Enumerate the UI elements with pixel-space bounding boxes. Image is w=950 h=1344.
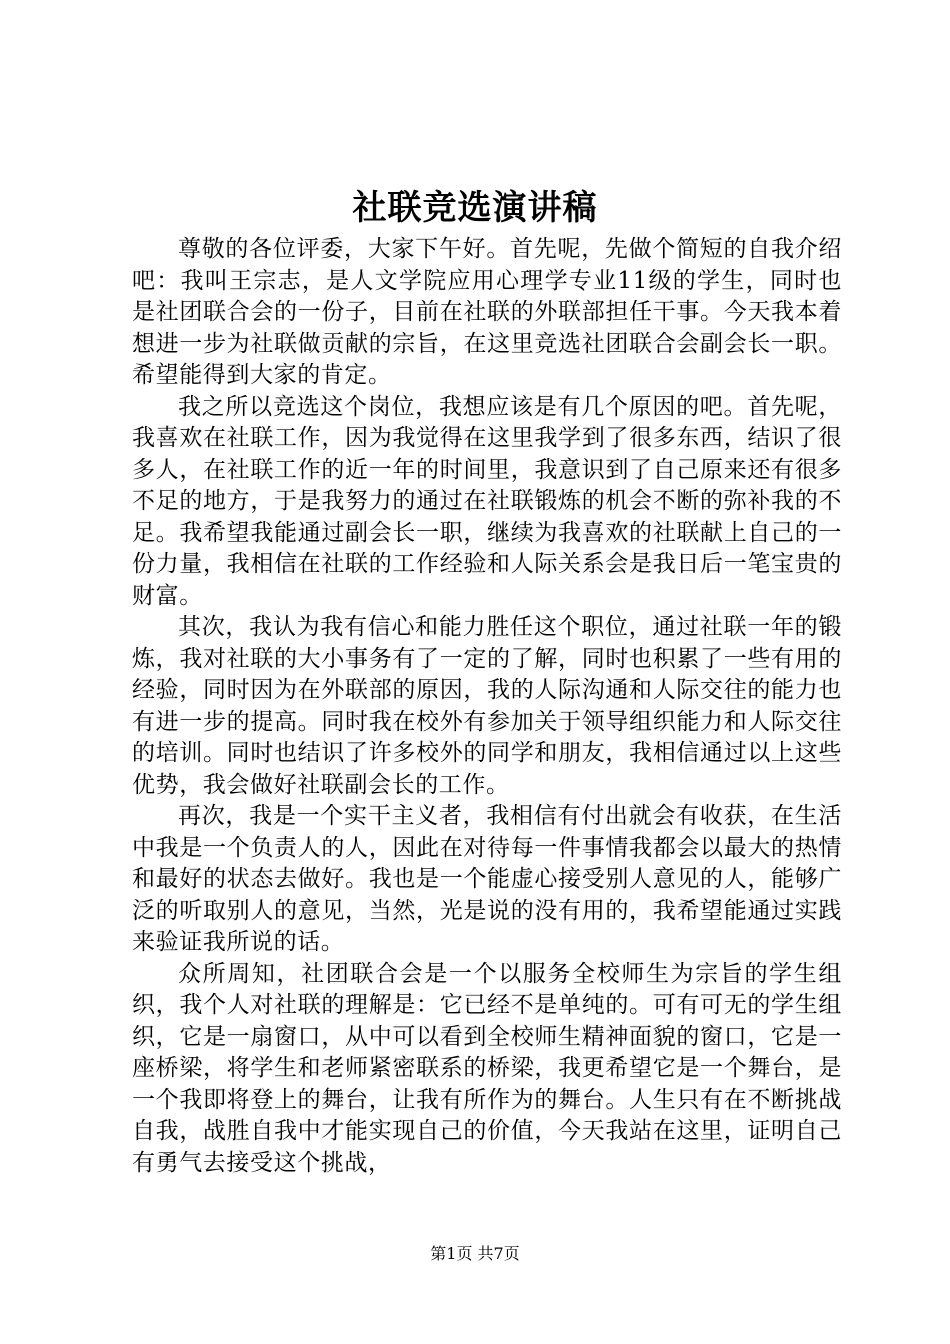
- paragraph-3: 其次，我认为我有信心和能力胜任这个职位，通过社联一年的锻炼，我对社联的大小事务有了一定的了解，同时也积累了一些有用的经验，同时因为在外联部的原因，我的人际沟通和人际交往的能力也有进一步的提高。同时我在校外有参加关于领导组织能力和人际交往的培训。同时也结识了许多校外的同学和朋友，我相信通过以上这些优势，我会做好社联副会长的工作。: [132, 614, 842, 798]
- paragraph-5: 众所周知，社团联合会是一个以服务全校师生为宗旨的学生组织，我个人对社联的理解是：它已经不是单纯的。可有可无的学生组织，它是一扇窗口，从中可以看到全校师生精神面貌的窗口，它是一座桥梁，将学生和老师紧密联系的桥梁，我更希望它是一个舞台，是一个我即将登上的舞台，让我有所作为的舞台。人生只有在不断挑战自我，战胜自我中才能实现自己的价值，今天我站在这里，证明自己有勇气去接受这个挑战，: [132, 960, 842, 1176]
- paragraph-2: 我之所以竞选这个岗位，我想应该是有几个原因的吧。首先呢，我喜欢在社联工作，因为我觉得在这里我学到了很多东西，结识了很多人，在社联工作的近一年的时间里，我意识到了自己原来还有很多不足的地方，于是我努力的通过在社联锻炼的机会不断的弥补我的不足。我希望我能通过副会长一职，继续为我喜欢的社联献上自己的一份力量，我相信在社联的工作经验和人际关系会是我日后一笔宝贵的财富。: [132, 393, 842, 609]
- paragraph-4: 再次，我是一个实干主义者，我相信有付出就会有收获，在生活中我是一个负责人的人，因此在对待每一件事情我都会以最大的热情和最好的状态去做好。我也是一个能虚心接受别人意见的人，能够广泛的听取别人的意见，当然，光是说的没有用的，我希望能通过实践来验证我所说的话。: [132, 803, 842, 955]
- document-title: 社联竞选演讲稿: [352, 188, 598, 228]
- paragraph-1: 尊敬的各位评委，大家下午好。首先呢，先做个简短的自我介绍吧：我叫王宗志，是人文学院应用心理学专业11级的学生，同时也是社团联合会的一份子，目前在社联的外联部担任干事。今天我本着想进一步为社联做贡献的宗旨，在这里竞选社团联合会副会长一职。希望能得到大家的肯定。: [132, 236, 842, 388]
- document-body: [132, 234, 842, 1179]
- page-number-footer: 第1页 共7页: [430, 1244, 520, 1263]
